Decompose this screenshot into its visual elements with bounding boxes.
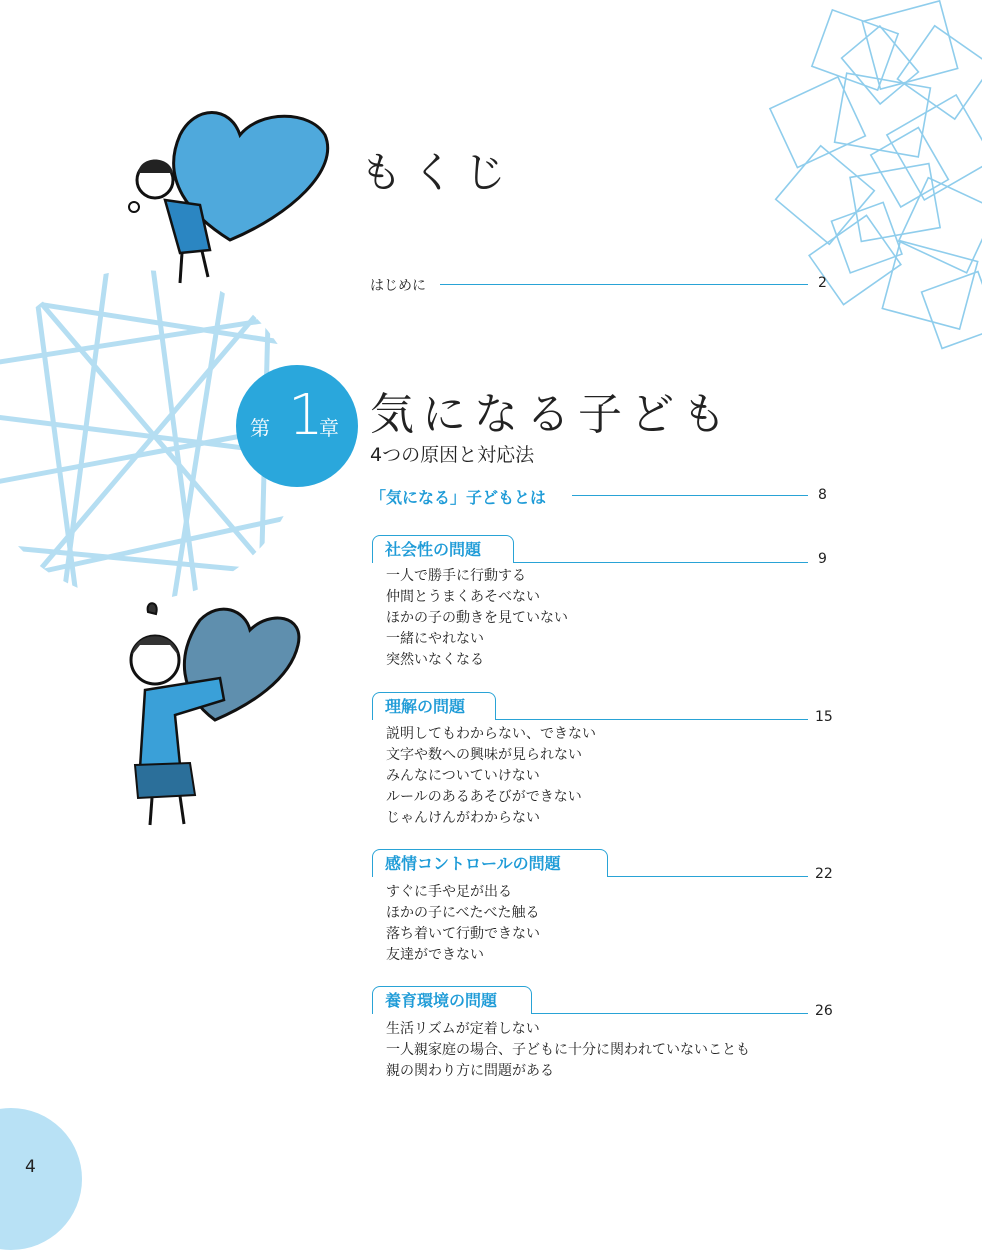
- section-items: [386, 882, 540, 966]
- list-item: 文字や数への興味が見られない: [386, 747, 582, 763]
- list-item: 説明してもわからない、できない: [386, 726, 596, 742]
- section-items: [386, 1019, 750, 1082]
- list-item: ほかの子にべたべた触る: [386, 905, 540, 921]
- section-leader: [608, 876, 808, 877]
- toc-lead-leader: [572, 495, 808, 496]
- section-tab-understanding[interactable]: [372, 692, 496, 720]
- section-heading: 理解の問題: [385, 697, 466, 716]
- section-heading: 感情コントロールの問題: [385, 854, 561, 873]
- section-page: 26: [815, 1003, 833, 1019]
- section-tab-social[interactable]: [372, 535, 514, 563]
- list-item: ルールのあるあそびができない: [386, 789, 582, 805]
- section-page: 22: [815, 866, 833, 882]
- list-item: 生活リズムが定着しない: [386, 1021, 540, 1037]
- list-item: 友達ができない: [386, 947, 484, 963]
- section-page: 9: [818, 551, 827, 567]
- chapter-title: 気になる子ども: [370, 389, 734, 440]
- list-item: 突然いなくなる: [386, 652, 484, 668]
- toc-lead-page: 8: [818, 487, 827, 503]
- section-heading: 社会性の問題: [385, 540, 482, 559]
- page-title: もくじ: [360, 148, 517, 197]
- toc-lead-label[interactable]: 「気になる」子どもとは: [370, 488, 547, 507]
- list-item: すぐに手や足が出る: [386, 884, 512, 900]
- section-leader: [532, 1013, 808, 1014]
- section-items: [386, 724, 596, 829]
- girl-holding-heart-illustration: [120, 600, 320, 830]
- toc-intro-label[interactable]: はじめに: [370, 278, 426, 294]
- list-item: 一人親家庭の場合、子どもに十分に関われていないことも: [386, 1042, 750, 1058]
- chapter-number: 1: [288, 383, 324, 448]
- list-item: じゃんけんがわからない: [386, 810, 540, 826]
- toc-intro-page: 2: [818, 275, 827, 291]
- toc-intro-leader: [440, 284, 808, 285]
- scribble-squares-decoration: [760, 0, 982, 370]
- section-heading: 養育環境の問題: [385, 991, 498, 1010]
- section-page: 15: [815, 709, 833, 725]
- boy-holding-heart-illustration: [120, 95, 360, 295]
- chapter-suffix: 章: [319, 416, 339, 440]
- chapter-prefix: 第: [250, 416, 270, 440]
- section-leader: [496, 719, 808, 720]
- section-leader: [514, 562, 808, 563]
- list-item: 一人で勝手に行動する: [386, 568, 526, 584]
- page-number: 4: [25, 1157, 36, 1177]
- section-tab-emotion[interactable]: [372, 849, 608, 877]
- list-item: みんなについていけない: [386, 768, 540, 784]
- section-items: [386, 566, 568, 671]
- chapter-badge: [236, 365, 358, 487]
- folio-circle: [0, 1108, 82, 1250]
- section-tab-environment[interactable]: [372, 986, 532, 1014]
- list-item: 親の関わり方に問題がある: [386, 1063, 554, 1079]
- chapter-subtitle: 4つの原因と対応法: [370, 444, 535, 466]
- list-item: ほかの子の動きを見ていない: [386, 610, 568, 626]
- list-item: 落ち着いて行動できない: [386, 926, 540, 942]
- list-item: 一緒にやれない: [386, 631, 484, 647]
- list-item: 仲間とうまくあそべない: [386, 589, 540, 605]
